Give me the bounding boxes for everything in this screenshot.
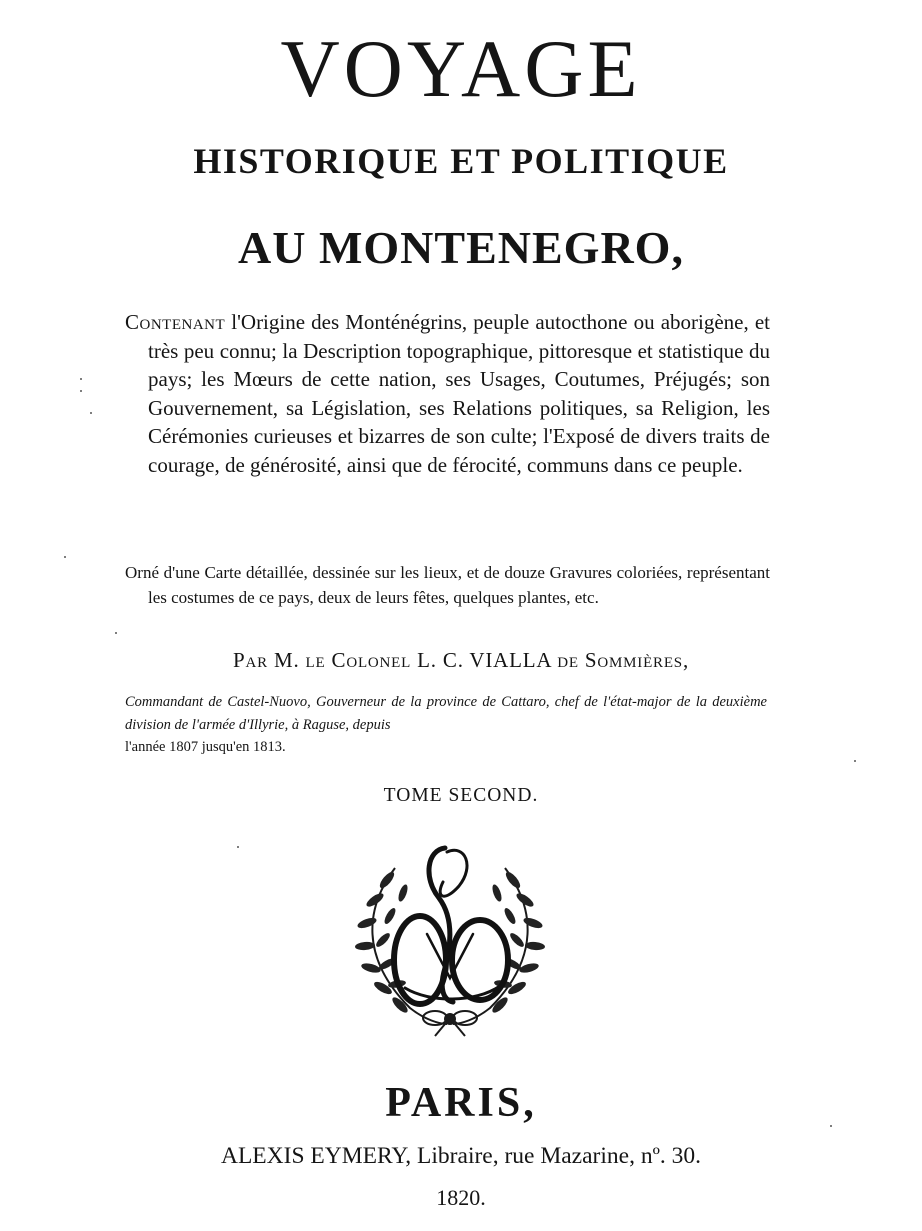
author-titles <box>125 691 767 759</box>
imprint-city: PARIS, <box>385 1080 537 1126</box>
contents-description <box>125 308 770 480</box>
scan-speck <box>115 632 117 634</box>
contents-text: l'Origine des Monténégrins, peuple autocthone ou aborigène, et très peu connu; la Description topographique, pittoresque et statistique du pays; les Mœurs de cette nation, ses Usages, Coutumes, Préjugés; son Gouvernement, sa Législation, ses Relations politiques, sa Religion, les Cérémonies curieuses et bizarres de son culte; l'Exposé de divers traits de courage, de générosité, ainsi que de férocité, communs dans ce peuple. <box>148 310 770 477</box>
author-titles-text: Commandant de Castel-Nuovo, Gouverneur de la province de Cattaro, chef de l'état-major de la deuxième division de l'armée d'Illyrie, à Raguse, depuis <box>125 694 767 733</box>
scan-speck <box>80 378 82 380</box>
imprint-publisher: ALEXIS EYMERY, Libraire, rue Mazarine, nº. 30. <box>220 1143 701 1169</box>
scan-speck <box>90 412 92 414</box>
illustrations-note: Orné d'une Carte détaillée, dessinée sur les lieux, et de douze Gravures coloriées, représentant les costumes de ce pays, deux de leurs fêtes, quelques plantes, etc. <box>125 563 770 607</box>
book-subtitle: HISTORIQUE ET POLITIQUE <box>193 141 729 181</box>
author-name: Par M. le Colonel L. C. VIALLA de Sommières, <box>233 648 689 672</box>
scan-speck <box>80 390 82 392</box>
contents-lead: Contenant <box>125 310 226 334</box>
volume-label: TOME SECOND. <box>383 785 539 806</box>
imprint-year: 1820. <box>436 1185 486 1210</box>
book-title-place: AU MONTENEGRO, <box>238 222 684 273</box>
author-titles-dates: l'année 1807 jusqu'en 1813. <box>125 739 286 755</box>
scan-speck <box>237 846 239 848</box>
laurel-wreath-monogram-icon <box>335 838 565 1038</box>
scan-speck <box>854 760 856 762</box>
book-title: VOYAGE <box>280 23 642 114</box>
scan-speck <box>830 1125 832 1127</box>
scan-speck <box>64 556 66 558</box>
